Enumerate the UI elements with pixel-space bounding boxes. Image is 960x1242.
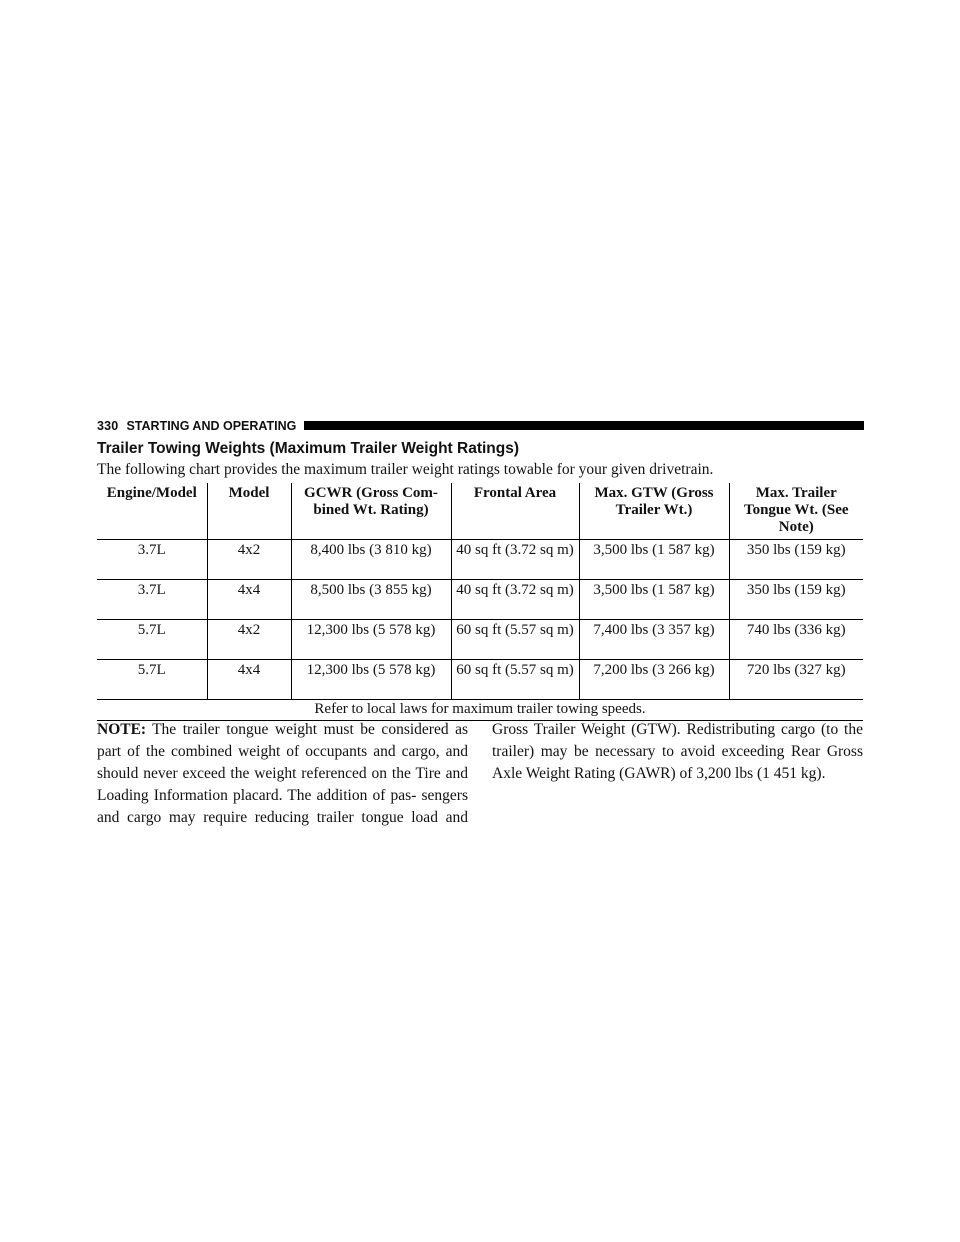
table-cell: 4x2 — [207, 620, 291, 660]
column-header: Max. Trailer Tongue Wt. (See Note) — [729, 483, 863, 540]
note-label: NOTE: — [97, 721, 147, 738]
note-paragraph — [97, 719, 863, 829]
table-row — [97, 540, 863, 580]
table-footer-row — [97, 700, 863, 721]
table-cell: 4x4 — [207, 660, 291, 700]
table-cell: 7,400 lbs (3 357 kg) — [579, 620, 729, 660]
intro-paragraph: The following chart provides the maximum trailer weight ratings towable for your given drivetrain. — [97, 461, 714, 478]
table-cell: 8,500 lbs (3 855 kg) — [291, 580, 451, 620]
table-cell: 350 lbs (159 kg) — [729, 580, 863, 620]
table-cell: 3.7L — [97, 580, 207, 620]
header-rule — [304, 421, 864, 430]
column-header: GCWR (Gross Com- bined Wt. Rating) — [291, 483, 451, 540]
table-cell: 8,400 lbs (3 810 kg) — [291, 540, 451, 580]
column-header: Frontal Area — [451, 483, 579, 540]
page-number: 330 — [97, 418, 119, 433]
table-cell: 12,300 lbs (5 578 kg) — [291, 620, 451, 660]
column-header: Engine/Model — [106, 485, 197, 501]
section-heading: Trailer Towing Weights (Maximum Trailer Weight Ratings) — [97, 440, 520, 457]
table-cell: 3,500 lbs (1 587 kg) — [579, 580, 729, 620]
table-cell: 60 sq ft (5.57 sq m) — [451, 660, 579, 700]
table-cell: 3,500 lbs (1 587 kg) — [579, 540, 729, 580]
table-cell: 5.7L — [97, 620, 207, 660]
table-cell: 740 lbs (336 kg) — [729, 620, 863, 660]
table-cell: 60 sq ft (5.57 sq m) — [451, 620, 579, 660]
section-title: STARTING AND OPERATING — [126, 418, 297, 433]
table-footer-note: Refer to local laws for maximum trailer towing speeds. — [97, 700, 863, 721]
table-row — [97, 580, 863, 620]
column-header: Max. GTW (Gross Trailer Wt.) — [579, 483, 729, 540]
table-cell: 4x4 — [207, 580, 291, 620]
table-cell: 5.7L — [97, 660, 207, 700]
table-cell: 12,300 lbs (5 578 kg) — [291, 660, 451, 700]
table-cell: 3.7L — [97, 540, 207, 580]
table-cell: 7,200 lbs (3 266 kg) — [579, 660, 729, 700]
table-cell: 4x2 — [207, 540, 291, 580]
table-cell: 350 lbs (159 kg) — [729, 540, 863, 580]
table-row — [97, 620, 863, 660]
note-text: The trailer tongue weight must be considered as part of the combined weight of occupants and cargo, and should never exceed the weight referenced on the Tire and Loading Information placard. The addition of pas- sengers and cargo may require reducing trailer tongue load and Gross Trailer Weight (GTW). Redistributing cargo (to the trailer) may be necessary to avoid exceeding Rear Gross Axle Weight Rating (GAWR) of 3,200 lbs (1 451 kg). — [97, 721, 863, 826]
table-cell: 40 sq ft (3.72 sq m) — [451, 580, 579, 620]
table-header-row — [97, 483, 863, 540]
table-cell: 720 lbs (327 kg) — [729, 660, 863, 700]
page-header — [97, 419, 864, 432]
towing-weights-table — [97, 483, 863, 721]
column-header: Model — [207, 483, 291, 540]
table-cell: 40 sq ft (3.72 sq m) — [451, 540, 579, 580]
table-row — [97, 660, 863, 700]
